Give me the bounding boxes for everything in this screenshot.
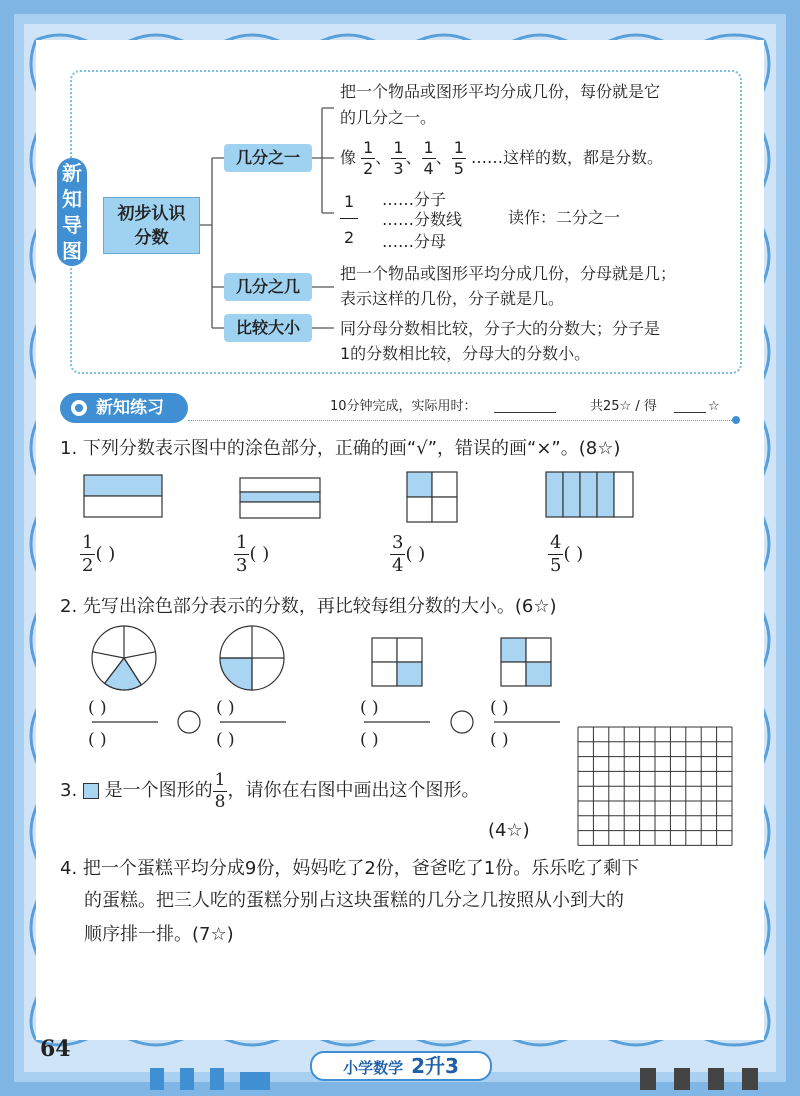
anatomy-numerator-label: ……分子	[382, 190, 447, 209]
anatomy-line-label: ……分数线	[382, 210, 463, 229]
numerator: 3	[392, 532, 404, 553]
denominator: 2	[82, 555, 94, 576]
q4-line-1: 4. 把一个蛋糕平均分成9份，妈妈吃了2份，爸爸吃了1份。乐乐吃了剩下	[60, 858, 640, 879]
definition-line: 把一个物品或图形平均分成几份，每份就是它	[340, 82, 661, 101]
numerator: 1	[423, 138, 434, 157]
example-prefix: 像	[340, 148, 357, 167]
root-line: 分数	[134, 228, 169, 248]
answer-paren[interactable]: ( )	[405, 543, 426, 565]
side-char: 新	[62, 161, 82, 185]
q3-score: (4☆)	[488, 820, 530, 841]
numerator: 1	[453, 138, 464, 157]
answer-paren[interactable]: ( )	[563, 543, 584, 565]
denominator: 3	[236, 555, 248, 576]
anatomy-numerator: 1	[344, 192, 355, 211]
numerator: 1	[363, 138, 374, 157]
book-subject: 小学数学	[343, 1059, 404, 1077]
definition-line: 表示这样的几份，分子就是几。	[340, 289, 565, 308]
definition-line: 把一个物品或图形平均分成几份，分母就是几；	[340, 264, 677, 283]
anatomy-denominator: 2	[344, 228, 355, 247]
numerator: 1	[393, 138, 404, 157]
node-compare: 比较大小	[224, 314, 312, 342]
definition-line: 1的分数相比较，分母大的分数小。	[340, 344, 591, 363]
q2-answer-1-top[interactable]: ( )	[88, 698, 107, 718]
q3-number: 3.	[60, 780, 78, 801]
side-char: 知	[62, 187, 82, 211]
q4-line-3: 顺序排一排。(7☆)	[84, 924, 234, 945]
practice-title: 新知练习	[96, 398, 164, 418]
q2-answer-3-bottom[interactable]: ( )	[360, 730, 379, 750]
fraction	[213, 769, 228, 812]
example-suffix: ……这样的数，都是分数。	[471, 148, 664, 167]
q3-prompt	[60, 768, 479, 814]
q1-prompt: 1. 下列分数表示图中的涂色部分，正确的画“√”，错误的画“×”。(8☆)	[60, 438, 621, 459]
answer-paren[interactable]: ( )	[95, 543, 116, 565]
numerator: 4	[550, 532, 562, 553]
definition-line: 的几分之一。	[340, 108, 437, 127]
shaded-square-icon	[83, 783, 99, 799]
side-char: 导	[62, 213, 82, 237]
score-star: ☆	[708, 399, 720, 414]
numerator: 1	[214, 769, 226, 790]
denominator: 5	[550, 555, 562, 576]
denominator: 4	[423, 159, 434, 178]
denominator: 8	[214, 791, 226, 812]
q2-answer-3-top[interactable]: ( )	[360, 698, 379, 718]
numerator: 1	[82, 532, 94, 553]
q2-answer-4-bottom[interactable]: ( )	[490, 730, 509, 750]
separator: 、	[405, 148, 422, 167]
denominator: 2	[363, 159, 374, 178]
side-char: 图	[62, 239, 82, 263]
q2-answer-4-top[interactable]: ( )	[490, 698, 509, 718]
numerator: 1	[236, 532, 248, 553]
separator: 、	[375, 148, 392, 167]
q2-answer-2-top[interactable]: ( )	[216, 698, 235, 718]
time-text: 10分钟完成，实际用时：	[330, 399, 477, 414]
q2-prompt: 2. 先写出涂色部分表示的分数，再比较每组分数的大小。(6☆)	[60, 596, 557, 617]
separator: 、	[435, 148, 452, 167]
book-grade: 2升3	[411, 1054, 459, 1078]
denominator: 3	[393, 159, 404, 178]
anatomy-reading: 读作：二分之一	[508, 208, 621, 227]
score-text: 共25☆ / 得	[590, 399, 657, 414]
q2-answer-2-bottom[interactable]: ( )	[216, 730, 235, 750]
book-title-badge	[310, 1051, 492, 1081]
node-fraction-unit: 几分之一	[224, 144, 312, 172]
node-fraction-multiple: 几分之几	[224, 273, 312, 301]
answer-paren[interactable]: ( )	[249, 543, 270, 565]
q4-line-2: 的蛋糕。把三人吃的蛋糕分别占这块蛋糕的几分之几按照从小到大的	[84, 890, 624, 911]
q2-answer-1-bottom[interactable]: ( )	[88, 730, 107, 750]
root-line: 初步认识	[117, 204, 186, 224]
q3-text-before: 是一个图形的	[104, 780, 213, 801]
denominator: 5	[453, 159, 464, 178]
definition-line: 同分母分数相比较，分子大的分数大；分子是	[340, 319, 661, 338]
anatomy-denominator-label: ……分母	[382, 232, 447, 251]
q3-text-after: ，请你在右图中画出这个图形。	[227, 780, 480, 801]
denominator: 4	[392, 555, 404, 576]
page-number: 64	[40, 1036, 71, 1062]
q3-drawing-grid[interactable]	[577, 726, 733, 846]
